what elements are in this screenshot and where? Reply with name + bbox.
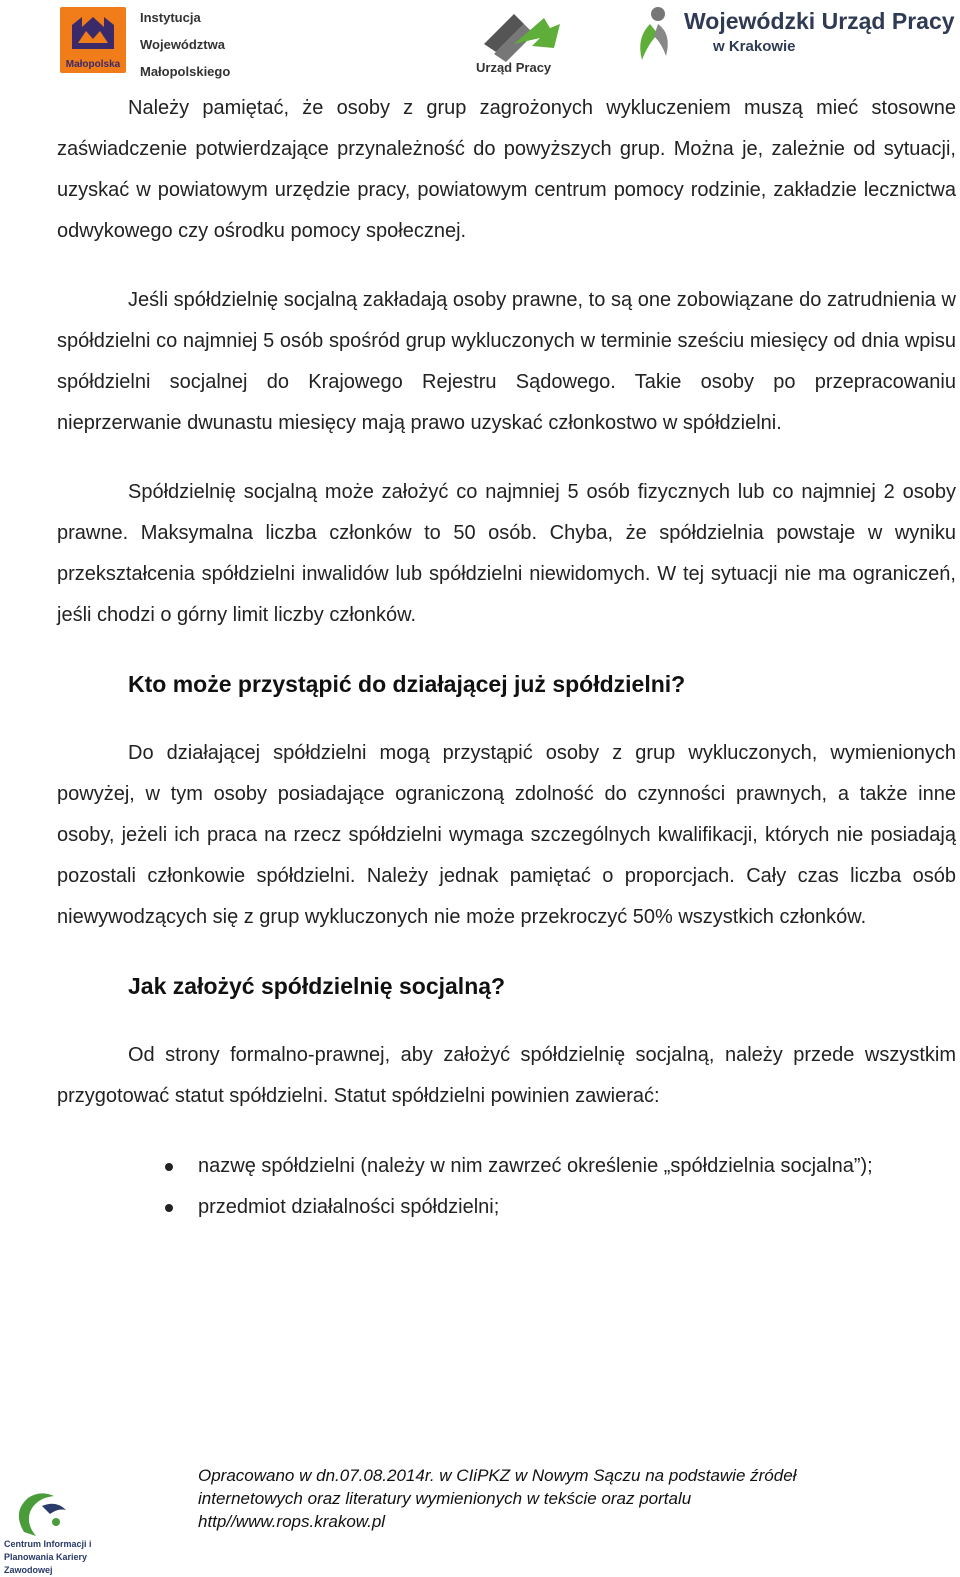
page-header: [0, 0, 960, 82]
malopolska-logo-word: Małopolska: [65, 59, 121, 70]
list-item-text: nazwę spółdzielni (należy w nim zawrzeć określenie „spółdzielnia socjalna”);: [198, 1155, 873, 1177]
statute-requirements-list: [57, 1146, 956, 1228]
ciipkz-logo-icon: [6, 1482, 118, 1542]
urzad-pracy-label: Urząd Pracy: [476, 60, 552, 75]
institution-line: Województwa: [140, 37, 225, 52]
footer-note-line: Opracowano w dn.07.08.2014r. w CIiPKZ w Nowym Sączu na podstawie źródeł: [198, 1466, 797, 1485]
paragraph: Należy pamiętać, że osoby z grup zagrożonych wykluczeniem muszą mieć stosowne zaświadczenie potwierdzające przynależność do powyższych grup. Można je, zależnie od sytuacji, uzyskać w powiatowym urzędzie pracy, powiatowym centrum pomocy rodzinie, zakładzie lecznictwa odwykowego czy ośrodku pomocy społecznej.: [57, 97, 956, 242]
institution-name: [140, 4, 230, 85]
wup-subtitle: w Krakowie: [713, 38, 796, 55]
footer-note-line: internetowych oraz literatury wymienionych w tekście oraz portalu: [198, 1489, 692, 1508]
paragraph: Spółdzielnię socjalną może założyć co najmniej 5 osób fizycznych lub co najmniej 2 osoby prawne. Maksymalna liczba członków to 50 osób. Chyba, że spółdzielnia powstaje w wyniku przekształcenia spółdzielni inwalidów lub spółdzielni niewidomych. W tej sytuacji nie ma ograniczeń, jeśli chodzi o górny limit liczby członków.: [57, 481, 956, 626]
list-item-text: przedmiot działalności spółdzielni;: [198, 1196, 500, 1218]
institution-line: Instytucja: [140, 10, 201, 25]
list-item: [57, 1187, 956, 1228]
bullet-icon: [165, 1204, 173, 1212]
section-heading: Kto może przystąpić do działającej już spółdzielni?: [128, 671, 686, 697]
section-heading: Jak założyć spółdzielnię socjalną?: [128, 973, 506, 999]
list-item: [57, 1146, 956, 1187]
institution-line: Małopolskiego: [140, 64, 231, 79]
malopolska-emblem-icon: [68, 13, 118, 53]
wup-title: Wojewódzki Urząd Pracy: [684, 8, 955, 34]
malopolska-logo: [60, 7, 126, 73]
ciipkz-name: Centrum Informacji i Planowania Kariery Zawodowej: [4, 1539, 92, 1575]
footer-note: [198, 1464, 918, 1533]
page-footer: [0, 1460, 960, 1575]
document-body: [57, 88, 956, 1228]
bullet-icon: [165, 1163, 173, 1171]
paragraph: Od strony formalno-prawnej, aby założyć spółdzielnię socjalną, należy przede wszystkim przygotować statut spółdzielni. Statut spółdzielni powinien zawierać:: [57, 1044, 956, 1107]
paragraph: Jeśli spółdzielnię socjalną zakładają osoby prawne, to są one zobowiązane do zatrudnienia w spółdzielni co najmniej 5 osób spośród grup wykluczonych w terminie sześciu miesięcy od dnia wpisu spółdzielni socjalnej do Krajowego Rejestru Sądowego. Takie osoby po przepracowaniu nieprzerwanie dwunastu miesięcy mają prawo uzyskać członkostwo w spółdzielni.: [57, 289, 956, 434]
wup-logo-icon: [628, 4, 678, 64]
footer-note-line: http//www.rops.krakow.pl: [198, 1512, 386, 1531]
paragraph: Do działającej spółdzielni mogą przystąpić osoby z grup wykluczonych, wymienionych powyżej, w tym osoby posiadające ograniczoną zdolność do czynności prawnych, a także inne osoby, jeżeli ich praca na rzecz spółdzielni wymaga szczególnych kwalifikacji, których nie posiadają pozostali członkowie spółdzielni. Należy jednak pamiętać o proporcjach. Cały czas liczba osób niewywodzących się z grup wykluczonych nie może przekroczyć 50% wszystkich członków.: [57, 742, 956, 928]
